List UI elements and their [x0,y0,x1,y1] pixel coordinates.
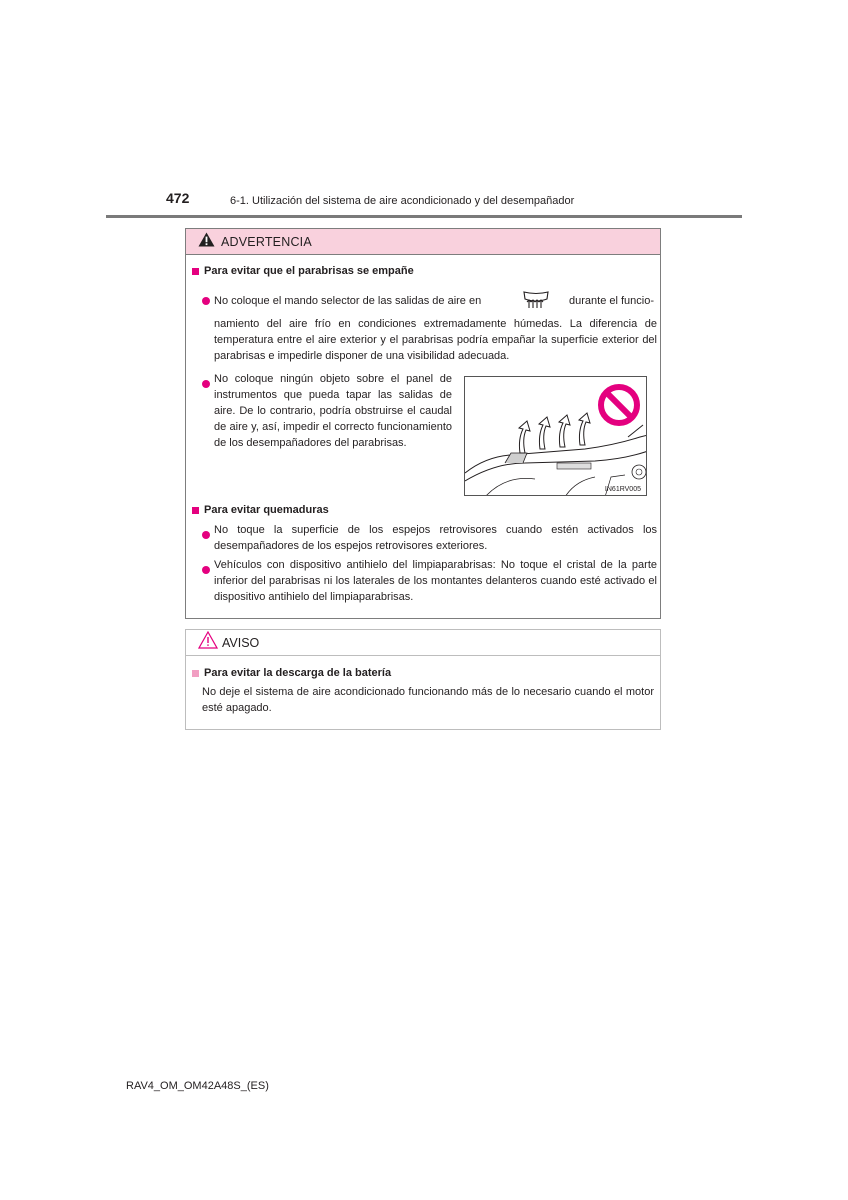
bullet-item-1: No coloque el mando selector de las salidas de aire en durante el funcio- [202,293,657,309]
header-divider [106,215,742,218]
notice-text: No deje el sistema de aire acondicionado funcionando más de lo necesario cuando el motor esté apagado. [202,686,654,714]
page-number: 472 [166,190,190,206]
section-heading-fog: Para evitar que el parabrisas se empañe [192,265,414,277]
notice-heading: Para evitar la descarga de la batería [192,667,391,679]
bullet-dot [202,375,210,393]
warning-triangle-icon [198,232,215,252]
warning-title: ADVERTENCIA [221,234,312,249]
section-heading-burns: Para evitar quemaduras [192,504,329,516]
footer-code: RAV4_OM_OM42A48S_(ES) [126,1080,269,1092]
bullet-1-continuation: namiento del aire frío en condiciones extremadamente húmedas. La diferencia de temperatura entre el aire exterior y el parabrisas podría empañar la superficie exterior del parabrisas e impedirle disponer de una visibilidad adecuada. [214,318,657,362]
dashboard-illustration [464,376,647,496]
prohibition-icon [601,387,637,423]
figure-code: IN61RV005 [604,486,641,493]
notice-title: AVISO [222,635,260,650]
warning-header [186,229,660,255]
notice-header [186,630,660,656]
heading-marker [192,268,199,275]
bullet-dot [202,526,210,544]
heading-marker [192,507,199,514]
bullet-item-4: Vehículos con dispositivo antihielo del limpiaparabrisas: No toque el cristal de la parte inferior del parabrisas ni los laterales de los montantes delanteros cuando esté activado el dispositivo antihielo del limpiaparabrisas. [214,559,657,603]
heading-marker [192,670,199,677]
defroster-icon [521,290,551,315]
section-title: 6-1. Utilización del sistema de aire acondicionado y del desempañador [230,195,575,207]
bullet-dot [202,561,210,579]
bullet-item-3: No toque la superficie de los espejos retrovisores cuando estén activados los desempañadores de los espejos retrovisores exteriores. [214,524,657,552]
bullet-dot [202,297,210,305]
bullet-item-2: No coloque ningún objeto sobre el panel de instrumentos que pueda tapar las salidas de aire. De lo contrario, podría obstruirse el caudal de aire y, así, impedir el correcto funcionamiento de los desempañadores del parabrisas. [214,373,452,449]
caution-triangle-icon [198,631,218,654]
